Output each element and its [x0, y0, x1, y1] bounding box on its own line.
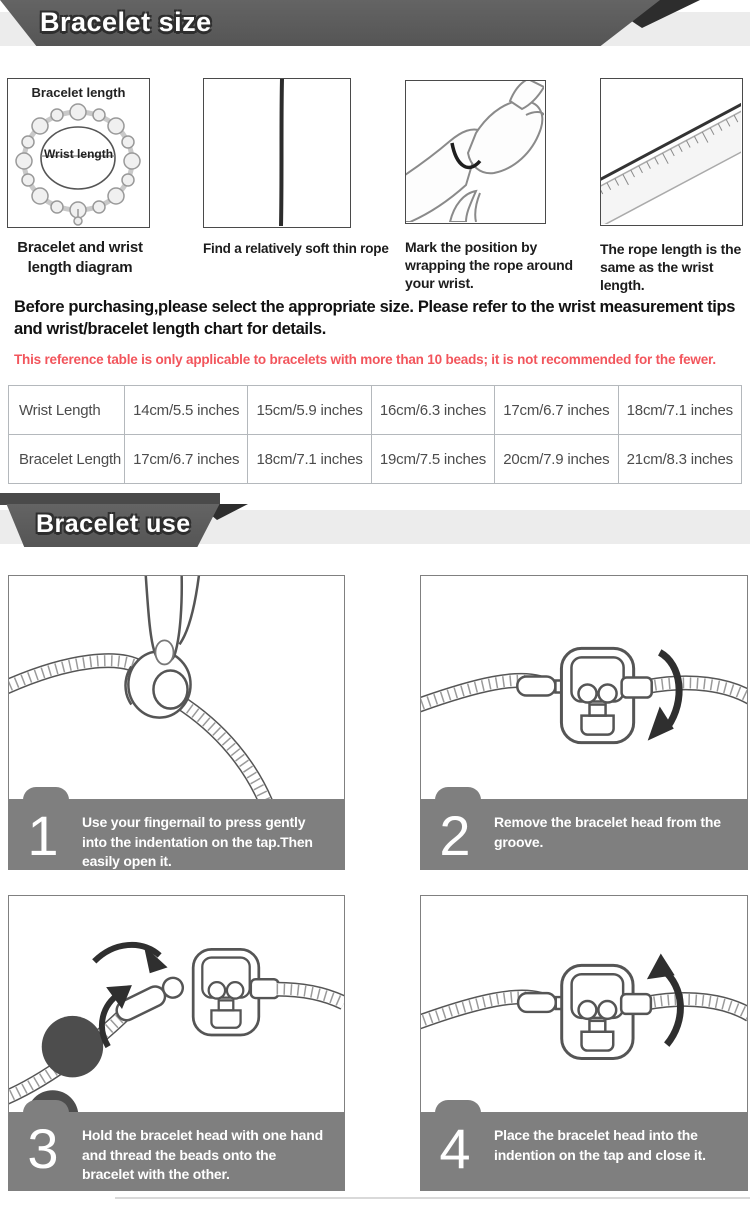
- figure-ruler: [600, 78, 750, 295]
- step-number: 4: [439, 1117, 471, 1180]
- remove-head-icon: [420, 575, 748, 800]
- step-caption-band: [8, 800, 345, 870]
- figure-bracelet-diagram: [5, 78, 165, 277]
- use-step-panel-2: [420, 575, 748, 870]
- table-cell: 17cm/6.7 inches: [495, 386, 618, 435]
- table-cell: 15cm/5.9 inches: [248, 386, 371, 435]
- size-table: [8, 385, 742, 484]
- table-cell: 21cm/8.3 inches: [618, 435, 741, 484]
- bracelet-size-banner: [0, 0, 750, 50]
- table-cell: 18cm/7.1 inches: [248, 435, 371, 484]
- step-number: 1: [27, 804, 59, 867]
- bracelet-diagram-icon: [7, 78, 150, 228]
- thread-beads-icon: [8, 895, 345, 1113]
- step-text: Remove the bracelet head from the groove.: [494, 814, 721, 850]
- press-clasp-icon: [8, 575, 345, 800]
- table-cell: 14cm/5.5 inches: [125, 386, 248, 435]
- bottom-divider: [115, 1197, 750, 1199]
- figure-caption: Bracelet and wrist length diagram: [17, 239, 143, 276]
- table-cell: 16cm/6.3 inches: [371, 386, 494, 435]
- ruler-icon: [600, 78, 743, 226]
- table-cell: 20cm/7.9 inches: [495, 435, 618, 484]
- banner-top-bar: [0, 493, 220, 505]
- table-row-bracelet: [9, 435, 742, 484]
- step-caption-band: [420, 1113, 748, 1191]
- figure-caption: Mark the position by wrapping the rope around your wrist.: [405, 239, 573, 292]
- section-title-size: Bracelet size: [40, 7, 212, 37]
- table-cell: 18cm/7.1 inches: [618, 386, 741, 435]
- step-caption-band: [8, 1113, 345, 1191]
- step-number: 3: [27, 1117, 59, 1180]
- figure-rope: [203, 78, 389, 258]
- row-header: Wrist Length: [9, 386, 125, 435]
- row-header: Bracelet Length: [9, 435, 125, 484]
- step-text: Use your fingernail to press gently into the indentation on the tap.Then easily open it.: [82, 814, 313, 870]
- reference-table-warning: This reference table is only applicable to bracelets with more than 10 beads; it is not recommended for the fewer.: [14, 352, 716, 367]
- step-text: Place the bracelet head into the indention on the tap and close it.: [494, 1127, 706, 1163]
- close-head-icon: [420, 895, 748, 1113]
- table-cell: 17cm/6.7 inches: [125, 435, 248, 484]
- wrist-length-label: Wrist length: [43, 147, 114, 161]
- step-caption-band: [420, 800, 748, 870]
- table-cell: 19cm/7.5 inches: [371, 435, 494, 484]
- bracelet-length-label: Bracelet length: [31, 85, 126, 100]
- wrist-wrap-icon: [405, 80, 546, 224]
- figure-caption: Find a relatively soft thin rope: [203, 241, 389, 256]
- rope-icon: [203, 78, 351, 228]
- use-step-panel-3: [8, 895, 345, 1191]
- bracelet-use-banner: [0, 493, 750, 555]
- figure-caption: The rope length is the same as the wrist length.: [600, 241, 742, 294]
- section-title-use: Bracelet use: [36, 510, 191, 538]
- figure-wrist-wrap: [405, 80, 583, 293]
- use-step-panel-4: [420, 895, 748, 1191]
- table-row-wrist: [9, 386, 742, 435]
- step-text: Hold the bracelet head with one hand and thread the beads onto the bracelet with the other.: [82, 1127, 323, 1183]
- use-step-panel-1: [8, 575, 345, 870]
- size-selection-note: Before purchasing,please select the appropriate size. Please refer to the wrist measurement tips and wrist/bracelet length chart for details.: [14, 298, 736, 339]
- step-number: 2: [439, 804, 471, 867]
